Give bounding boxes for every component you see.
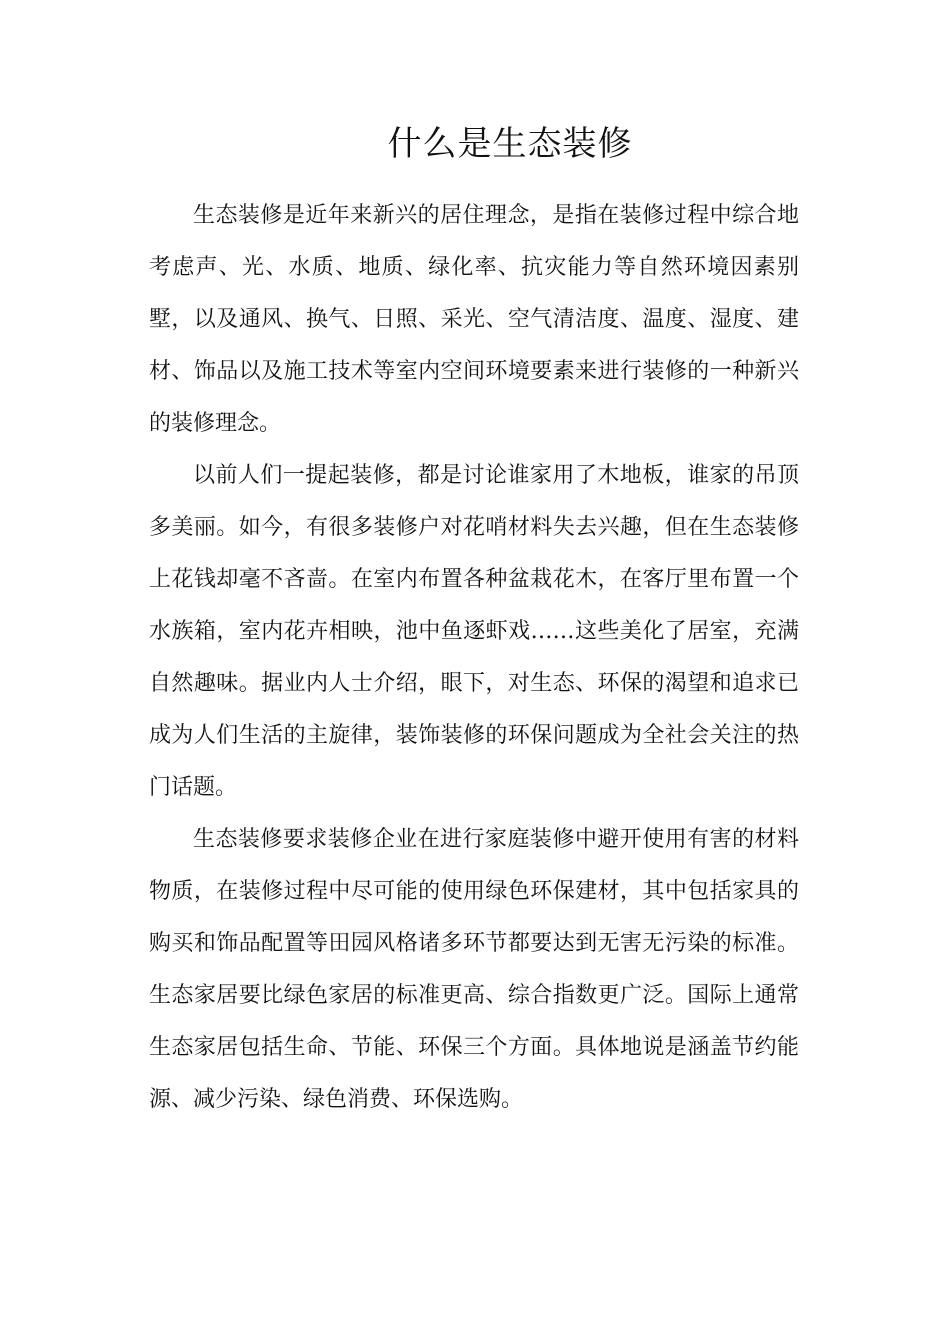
paragraph-requirements: 生态装修要求装修企业在进行家庭装修中避开使用有害的材料物质，在装修过程中尽可能的使用绿色环保建材，其中包括家具的购买和饰品配置等田园风格诸多环节都要达到无害无污染的标准。生态家居要比绿色家居的标准更高、综合指数更广泛。国际上通常生态家居包括生命、节能、环保三个方面。具体地说是涵盖节约能源、减少污染、绿色消费、环保选购。	[149, 827, 799, 1112]
document-body	[149, 190, 799, 1126]
paragraph-definition: 生态装修是近年来新兴的居住理念，是指在装修过程中综合地考虑声、光、水质、地质、绿化率、抗灾能力等自然环境因素别墅，以及通风、换气、日照、采光、空气清洁度、温度、湿度、建材、饰品以及施工技术等室内空间环境要素来进行装修的一种新兴的装修理念。	[149, 203, 799, 436]
paragraph-trend: 以前人们一提起装修，都是讨论谁家用了木地板，谁家的吊顶多美丽。如今，有很多装修户对花哨材料失去兴趣，但在生态装修上花钱却毫不吝啬。在室内布置各种盆栽花木，在客厅里布置一个水族箱，室内花卉相映，池中鱼逐虾戏……这些美化了居室，充满自然趣味。据业内人士介绍，眼下，对生态、环保的渴望和追求已成为人们生活的主旋律，装饰装修的环保问题成为全社会关注的热门话题。	[149, 463, 799, 800]
document-title: 什么是生态装修	[387, 124, 633, 164]
